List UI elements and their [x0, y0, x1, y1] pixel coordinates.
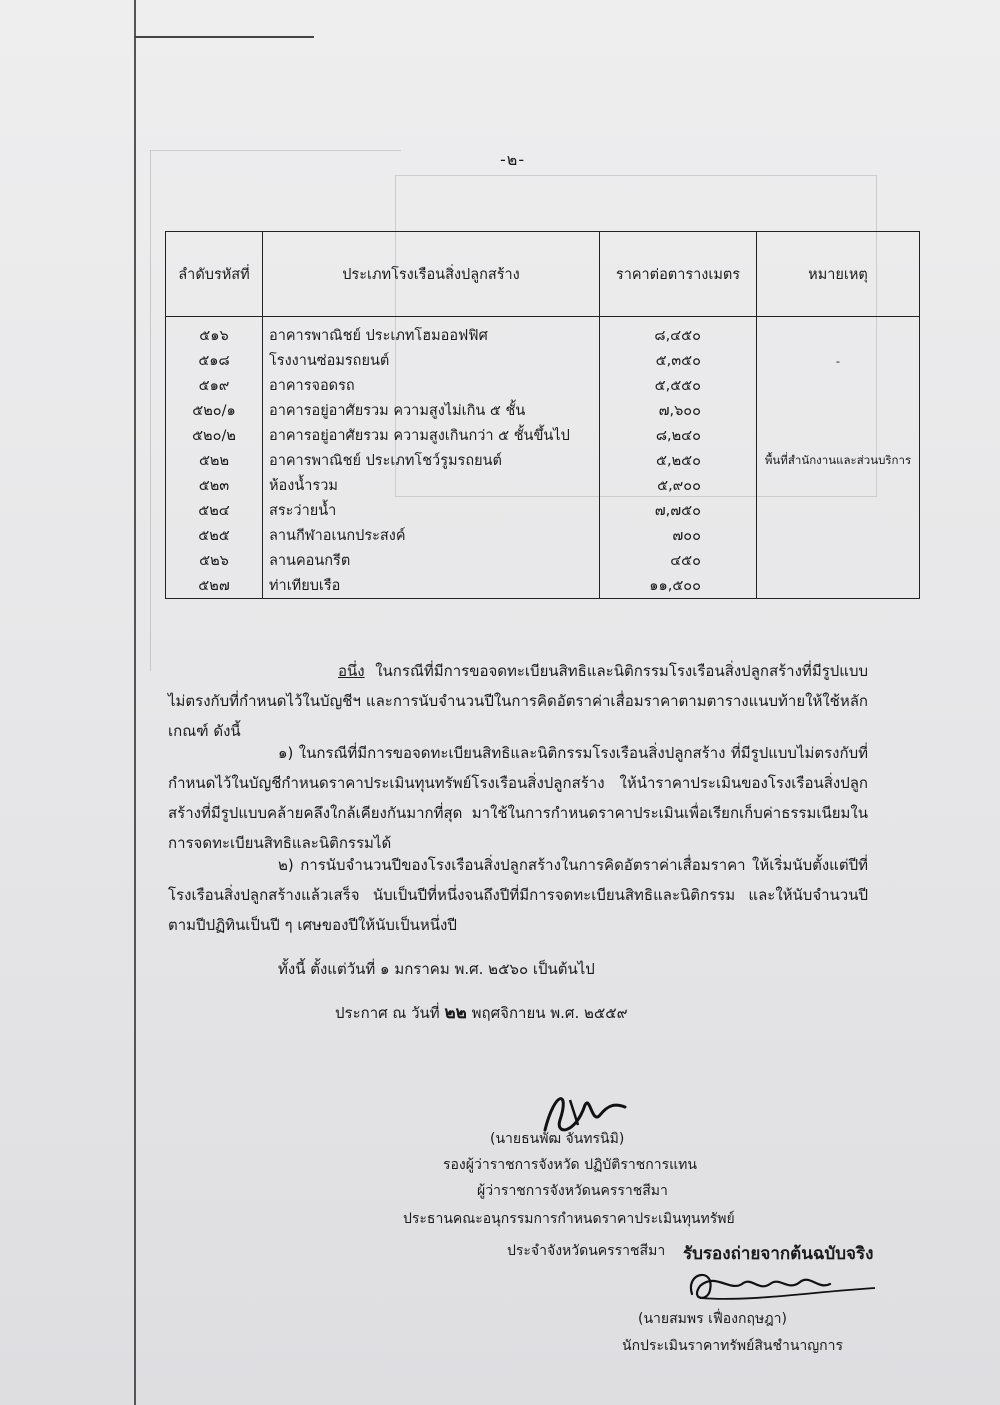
- cell-note: [757, 548, 920, 573]
- cell-price: ๘,๒๔๐: [600, 423, 757, 448]
- cell-type: ลานกีฬาอเนกประสงค์: [263, 523, 600, 548]
- cell-price: ๔๕๐: [600, 548, 757, 573]
- cell-type: อาคารจอดรถ: [263, 373, 600, 398]
- cell-price: ๕,๕๕๐: [600, 373, 757, 398]
- paragraph-text: ในกรณีที่มีการขอจดทะเบียนสิทธิและนิติกรรมโรงเรือนสิ่งปลูกสร้างที่มีรูปแบบไม่ตรงกับที่กำหนดไว้ในบัญชีฯ และการนับจำนวนปีในการคิดอัตราค่าเสื่อมราคาตามตารางแนบท้ายให้ใช้หลักเกณฑ์ ดังนี้: [168, 662, 868, 740]
- certifier-title: นักประเมินราคาทรัพย์สินชำนาญการ: [622, 1338, 844, 1354]
- cell-note: [757, 498, 920, 523]
- cell-note: [757, 373, 920, 398]
- cell-price: ๕,๒๕๐: [600, 448, 757, 473]
- cell-type: อาคารอยู่อาศัยรวม ความสูงเกินกว่า ๕ ชั้นขึ้นไป: [263, 423, 600, 448]
- cell-code: ๕๑๖: [166, 317, 263, 349]
- cell-code: ๕๒๗: [166, 573, 263, 599]
- cell-price: ๗,๗๕๐: [600, 498, 757, 523]
- cell-code: ๕๒๒: [166, 448, 263, 473]
- cell-price: ๘,๔๕๐: [600, 317, 757, 349]
- header-price: ราคาต่อตารางเมตร: [600, 232, 757, 317]
- paragraph-lead-word: อนึ่ง: [338, 662, 365, 680]
- signatory-line-2: ผู้ว่าราชการจังหวัดนครราชสีมา: [477, 1183, 668, 1199]
- cell-type: ท่าเทียบเรือ: [263, 573, 600, 599]
- cell-code: ๕๒๐/๑: [166, 398, 263, 423]
- paragraph-rule-1: [168, 738, 868, 858]
- price-table: [165, 231, 920, 599]
- cell-code: ๕๑๘: [166, 348, 263, 373]
- cell-price: ๗,๖๐๐: [600, 398, 757, 423]
- cell-price: ๑๑,๕๐๐: [600, 573, 757, 599]
- cell-type: อาคารอยู่อาศัยรวม ความสูงไม่เกิน ๕ ชั้น: [263, 398, 600, 423]
- header-note: หมายเหตุ: [757, 232, 920, 317]
- announcement-date: [335, 999, 628, 1026]
- paragraph-text: ๑) ในกรณีที่มีการขอจดทะเบียนสิทธิและนิติกรรมโรงเรือนสิ่งปลูกสร้าง ที่มีรูปแบบไม่ตรงกับที่กำหนดไว้ในบัญชีกำหนดราคาประเมินทุนทรัพย์โรงเรือนสิ่งปลูกสร้าง ให้นำราคาประเมินของโรงเรือนสิ่งปลูกสร้างที่มีรูปแบบคล้ายคลึงใกล้เคียงกันมากที่สุด มาใช้ในการกำหนดราคาประเมินเพื่อเรียกเก็บค่าธรรมเนียมในการจดทะเบียนสิทธิและนิติกรรมได้: [168, 744, 868, 852]
- page-number: -๒-: [500, 150, 526, 169]
- cell-type: ห้องน้ำรวม: [263, 473, 600, 498]
- table-row: [166, 423, 920, 448]
- announce-prefix: ประกาศ ณ วันที่: [335, 1004, 440, 1022]
- table-header-row: [166, 232, 920, 317]
- cell-price: ๗๐๐: [600, 523, 757, 548]
- cell-code: ๕๒๐/๒: [166, 423, 263, 448]
- cell-type: อาคารพาณิชย์ ประเภทโฮมออฟฟิศ: [263, 317, 600, 349]
- cell-note: [757, 423, 920, 448]
- table-row: [166, 573, 920, 599]
- paragraph-text: ๒) การนับจำนวนปีของโรงเรือนสิ่งปลูกสร้างในการคิดอัตราค่าเสื่อมราคา ให้เริ่มนับตั้งแต่ปีที่โรงเรือนสิ่งปลูกสร้างแล้วเสร็จ นับเป็นปีที่หนึ่งจนถึงปีที่มีการจดทะเบียนสิทธิและนิติกรรม และให้นับจำนวนปีตามปีปฏิทินเป็นปี ๆ เศษของปีให้นับเป็นหนึ่งปี: [168, 856, 868, 934]
- cell-code: ๕๒๓: [166, 473, 263, 498]
- certifier-name: (นายสมพร เฟื่องกฤษฎา): [638, 1311, 787, 1327]
- table-row: [166, 398, 920, 423]
- cell-code: ๕๒๕: [166, 523, 263, 548]
- table-row: [166, 317, 920, 349]
- signatory-line-1: รองผู้ว่าราชการจังหวัด ปฏิบัติราชการแทน: [443, 1157, 697, 1173]
- cell-type: ลานคอนกรีต: [263, 548, 600, 573]
- announce-day: ๒๒: [444, 1003, 467, 1023]
- cell-note: พื้นที่สำนักงานและส่วนบริการ: [757, 448, 920, 473]
- table-row: [166, 548, 920, 573]
- header-code: ลำดับรหัสที่: [166, 232, 263, 317]
- cell-type: โรงงานซ่อมรถยนต์: [263, 348, 600, 373]
- table-row: [166, 473, 920, 498]
- certification-stamp: รับรองถ่ายจากต้นฉบับจริง: [683, 1244, 874, 1264]
- signatory-name: (นายธนพัฒ จันทรนิมิ): [490, 1131, 625, 1147]
- top-rule: [134, 36, 314, 38]
- table-row: [166, 498, 920, 523]
- table-row: [166, 348, 920, 373]
- table-row: [166, 448, 920, 473]
- cell-note: [757, 523, 920, 548]
- cell-type: อาคารพาณิชย์ ประเภทโชว์รูมรถยนต์: [263, 448, 600, 473]
- signatory-line-3: ประธานคณะอนุกรรมการกำหนดราคาประเมินทุนทรัพย์: [403, 1211, 735, 1227]
- announce-suffix: พฤศจิกายน พ.ศ. ๒๕๕๙: [471, 1004, 628, 1022]
- certifier-signature: [680, 1262, 880, 1312]
- cell-note: [757, 473, 920, 498]
- cell-note: [757, 317, 920, 349]
- cell-code: ๕๒๔: [166, 498, 263, 523]
- cell-note: [757, 398, 920, 423]
- scan-edge-line: [134, 0, 136, 1405]
- cell-type: สระว่ายน้ำ: [263, 498, 600, 523]
- cell-price: ๕,๓๕๐: [600, 348, 757, 373]
- signatory-line-4: ประจำจังหวัดนครราชสีมา: [507, 1243, 666, 1259]
- paragraph-rule-2: [168, 850, 868, 940]
- paragraph-anueng: [168, 656, 868, 746]
- cell-price: ๕,๙๐๐: [600, 473, 757, 498]
- table-row: [166, 523, 920, 548]
- table-row: [166, 373, 920, 398]
- cell-note: -: [757, 348, 920, 373]
- cell-note: [757, 573, 920, 599]
- header-type: ประเภทโรงเรือนสิ่งปลูกสร้าง: [263, 232, 600, 317]
- cell-code: ๕๒๖: [166, 548, 263, 573]
- cell-code: ๕๑๙: [166, 373, 263, 398]
- effective-date: ทั้งนี้ ตั้งแต่วันที่ ๑ มกราคม พ.ศ. ๒๕๖๐ เป็นต้นไป: [278, 960, 595, 978]
